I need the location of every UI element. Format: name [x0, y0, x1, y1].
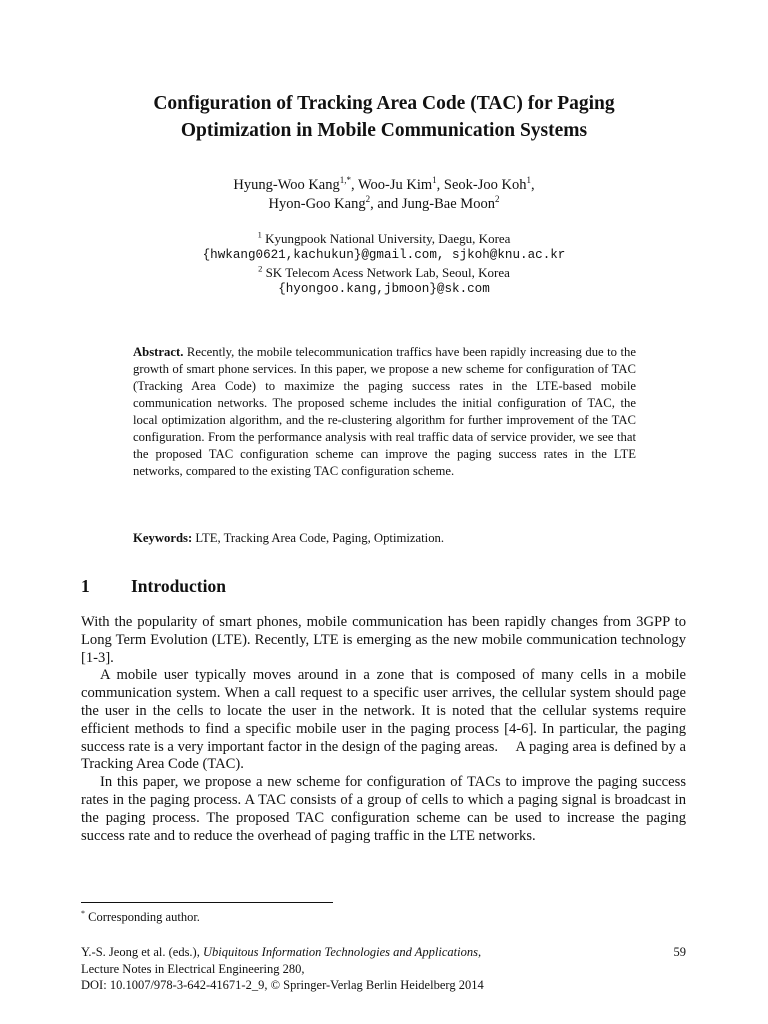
author-line-1: Hyung-Woo Kang$^{1,*}$, Woo-Ju Kim$^1$, Seok-Joo Koh$^1$, [233, 175, 535, 193]
footer-editors: Y.-S. Jeong et al. (eds.), [81, 945, 200, 959]
paper-title [40, 90, 728, 144]
footer-doi: DOI: 10.1007/978-3-642-41671-2_9, © Springer-Verlag Berlin Heidelberg 2014 [81, 978, 484, 992]
author-sup: 2 [494, 194, 500, 205]
paragraph: In this paper, we propose a new scheme for configuration of TACs to improve the paging success rates in the paging process. A TAC consists of a group of cells to which a paging signal is broadcast in the paging process. The proposed TAC configuration scheme can be used to increase the paging success rate and to reduce the overhead of paging traffic in the LTE networks. [81, 774, 686, 844]
author-sup: 2 [365, 194, 371, 205]
footer-book-title: Ubiquitous Information Technologies and Applications, [202, 945, 482, 959]
footnote-mark: * [81, 908, 85, 918]
affiliation-sup: 1 [257, 229, 262, 240]
section-title: Introduction [131, 576, 226, 596]
title-line-2: Optimization in Mobile Communication Systems [180, 120, 588, 141]
author-name: Jung-Bae Moon [401, 196, 495, 212]
author-line-2: Hyon-Goo Kang$^2$, and Jung-Bae Moon$^2$ [268, 194, 500, 212]
affiliation-2-emails: {hyongoo.kang,jbmoon}@sk.com [278, 282, 490, 296]
footnote-rule [81, 902, 333, 903]
section-number: 1 [81, 576, 90, 596]
author-name: Hyon-Goo Kang [268, 196, 366, 212]
affiliation-1 [60, 230, 708, 247]
affiliation-2 [60, 264, 708, 281]
author-sup: 1,* [339, 175, 351, 186]
abstract [133, 344, 636, 480]
footer-series: Lecture Notes in Electrical Engineering 280, [81, 961, 305, 976]
author-list [60, 176, 708, 214]
section-heading [81, 575, 226, 597]
author-sup: 1 [526, 175, 531, 186]
abstract-label: Abstract. [133, 345, 184, 359]
page-number: 59 [673, 945, 686, 959]
keywords-text: LTE, Tracking Area Code, Paging, Optimization. [195, 531, 445, 545]
affiliation-sup: 2 [258, 263, 263, 274]
author-sup: 1 [432, 175, 437, 186]
footnote-text: Corresponding author. [88, 910, 200, 924]
publication-footer [81, 944, 484, 994]
affiliations [60, 230, 708, 298]
title-line-1: Configuration of Tracking Area Code (TAC) for Paging [153, 93, 615, 114]
paragraph: A mobile user typically moves around in a zone that is composed of many cells in a mobile communication system. When a call request to a specific user arrives, the cellular system should page the user in the cells to locate the user in the network. It is noted that the cellular systems require efficient methods to find a specific mobile user in the paging process [4-6]. In particular, the paging success rate is a very important factor in the design of the paging areas. A paging area is defined by a Tracking Area Code (TAC). [81, 667, 686, 773]
paragraph: With the popularity of smart phones, mobile communication has been rapidly changes from 3GPP to Long Term Evolution (LTE). Recently, LTE is emerging as the new mobile communication technology [1-3]. [81, 614, 686, 666]
author-name: Hyung-Woo Kang [233, 177, 340, 193]
footer-line-1 [81, 944, 484, 961]
footnote [81, 909, 200, 925]
keywords [133, 530, 636, 547]
affiliation-name: SK Telecom Acess Network Lab, Seoul, Korea [265, 265, 510, 280]
affiliation-1-emails: {hwkang0621,kachukun}@gmail.com, sjkoh@knu.ac.kr [202, 248, 566, 262]
body-text [81, 614, 686, 845]
keywords-label: Keywords: [133, 531, 193, 545]
abstract-text: Recently, the mobile telecommunication traffics have been rapidly increasing due to the growth of smart phone services. In this paper, we propose a new scheme for configuration of TAC (Tracking Area Code) to maximize the paging success rates in the LTE-based mobile communication networks. The proposed scheme includes the initial configuration of TAC, the local optimization algorithm, and the re-clustering algorithm for further improvement of the TAC configuration. From the performance analysis with real traffic data of service provider, we see that the proposed TAC configuration scheme can improve the paging success rates in the LTE networks, compared to the existing TAC configuration scheme. [133, 345, 637, 478]
author-name: Seok-Joo Koh [443, 177, 527, 193]
author-name: Woo-Ju Kim [358, 177, 433, 193]
affiliation-name: Kyungpook National University, Daegu, Korea [265, 231, 511, 246]
